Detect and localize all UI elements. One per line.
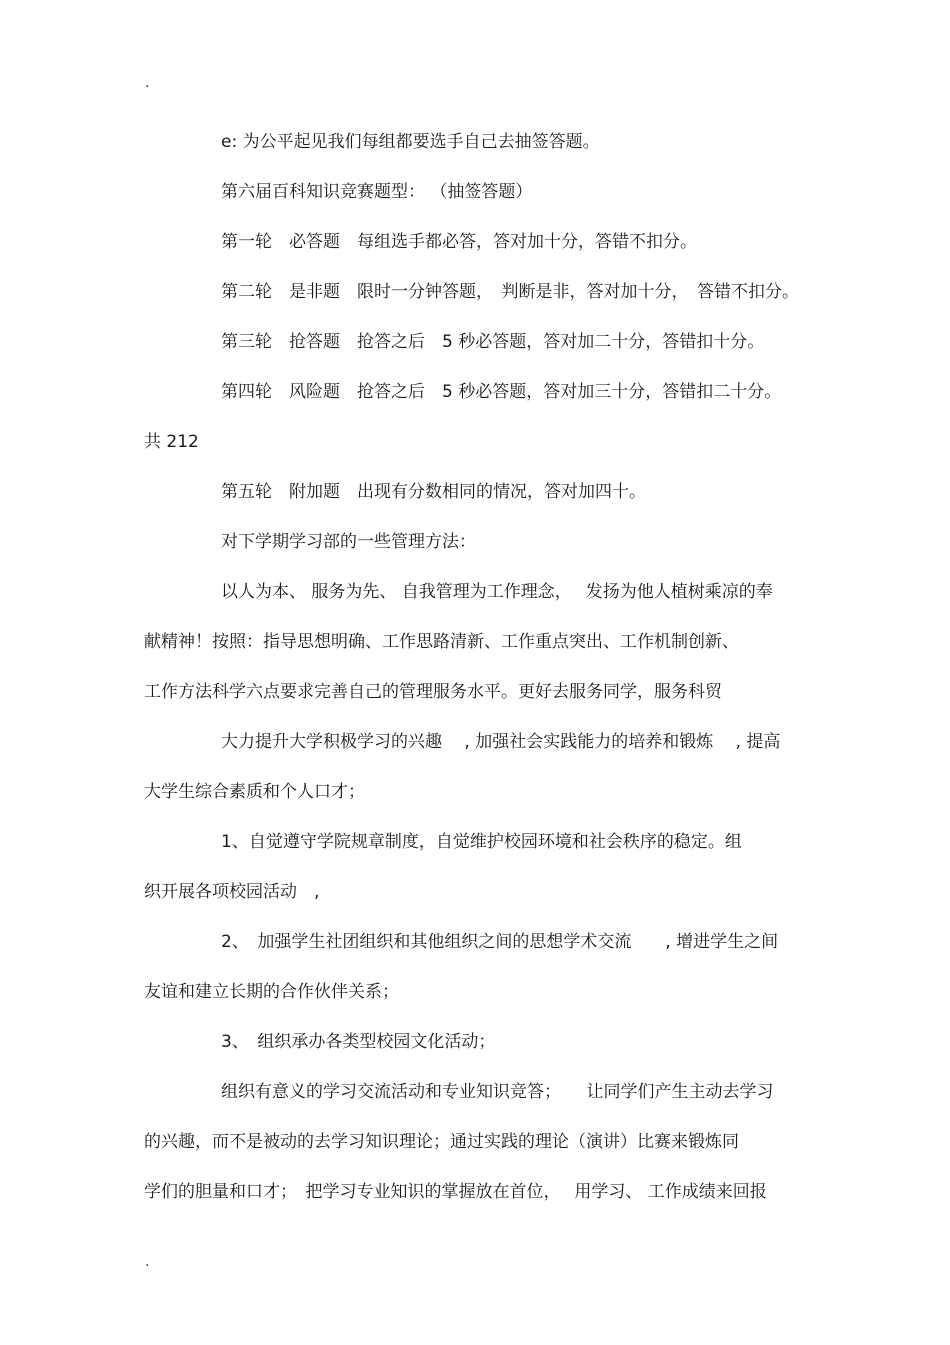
text-line: 工作方法科学六点要求完善自己的管理服务水平。更好去服务同学，服务科贸 xyxy=(144,682,722,702)
page-top-mark: . xyxy=(145,75,150,91)
text-line: 献精神！按照：指导思想明确、工作思路清新、工作重点突出、工作机制创新、 xyxy=(144,632,739,652)
text-line: 第六届百科知识竞赛题型： （抽签答题） xyxy=(221,182,533,202)
text-line: e: 为公平起见我们每组都要选手自己去抽签答题。 xyxy=(221,132,600,152)
text-line: 1、自觉遵守学院规章制度，自觉维护校园环境和社会秩序的稳定。组 xyxy=(221,832,742,852)
page-bottom-mark: . xyxy=(145,1254,150,1270)
text-line: 第二轮 是非题 限时一分钟答题， 判断是非，答对加十分， 答错不扣分。 xyxy=(221,282,799,302)
text-line: 共 212 xyxy=(144,432,199,452)
text-line: 第一轮 必答题 每组选手都必答，答对加十分，答错不扣分。 xyxy=(221,232,697,252)
text-line: 大学生综合素质和个人口才； xyxy=(144,782,365,802)
text-line: 学们的胆量和口才； 把学习专业知识的掌握放在首位， 用学习、 工作成绩来回报 xyxy=(144,1182,767,1202)
text-line: 对下学期学习部的一些管理方法： xyxy=(221,532,476,552)
text-line: 2、 加强学生社团组织和其他组织之间的思想学术交流 , 增进学生之间 xyxy=(221,932,779,952)
text-line: 的兴趣，而不是被动的去学习知识理论；通过实践的理论（演讲）比赛来锻炼同 xyxy=(144,1132,739,1152)
text-line: 织开展各项校园活动 , xyxy=(144,882,320,902)
text-line: 3、 组织承办各类型校园文化活动； xyxy=(221,1032,496,1052)
text-line: 第五轮 附加题 出现有分数相同的情况，答对加四十。 xyxy=(221,482,646,502)
text-line: 大力提升大学积极学习的兴趣 , 加强社会实践能力的培养和锻炼 , 提高 xyxy=(221,732,781,752)
text-line: 第四轮 风险题 抢答之后 5 秒必答题，答对加三十分，答错扣二十分。 xyxy=(221,382,782,402)
text-line: 以人为本、 服务为先、 自我管理为工作理念， 发扬为他人植树乘凉的奉 xyxy=(221,582,773,602)
text-line: 第三轮 抢答题 抢答之后 5 秒必答题，答对加二十分，答错扣十分。 xyxy=(221,332,765,352)
text-line: 组织有意义的学习交流活动和专业知识竞答； 让同学们产生主动去学习 xyxy=(221,1082,774,1102)
text-line: 友谊和建立长期的合作伙伴关系； xyxy=(144,982,399,1002)
